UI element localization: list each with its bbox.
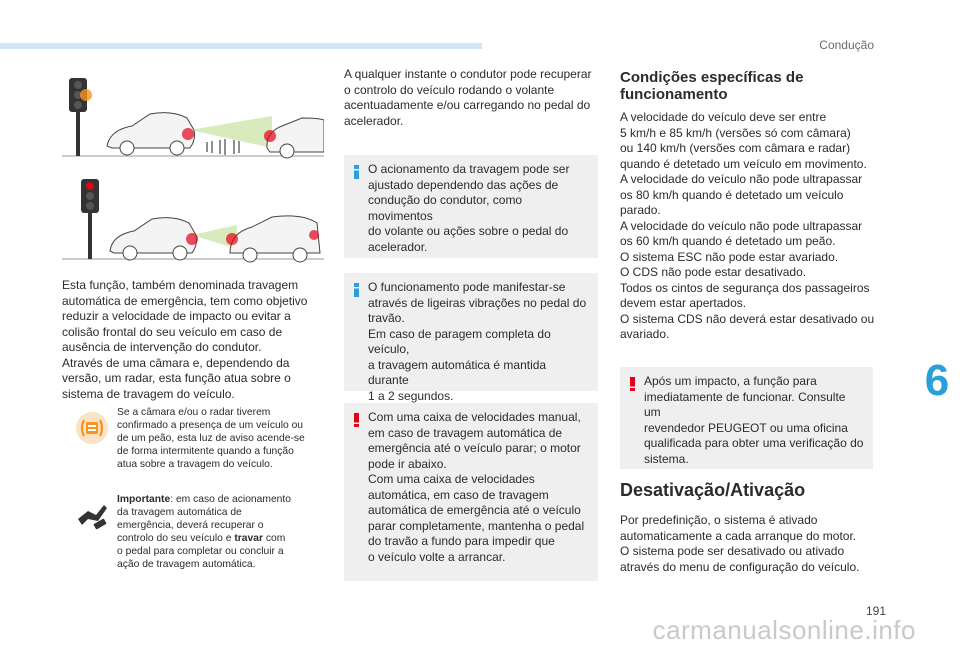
heading-specific-conditions: Condições específicas de funcionamento — [620, 69, 804, 103]
conditions-paragraph: A velocidade do veículo deve ser entre 5 km/h e 85 km/h (versões só com câmara) ou 140 km/h (versões com câmara e radar) quando é detetado um veículo em movimento. A velocidade do veículo não pode ultrapassar os 80 km/h quando é detetado um veículo parado. A velocidade do veículo não pode ultrapassar os 60 km/h quando é detetado um peão. O sistema ESC não pode estar avariado. O CDS não pode estar desativado. Todos os cintos de segurança dos passageiros devem estar apertados. O sistema CDS não deverá estar desativado ou avariado. — [620, 110, 875, 341]
header-bar — [0, 43, 482, 49]
important-label: Importante — [117, 494, 171, 505]
warning-box-impact: Após um impacto, a função para imediatamente de funcionar. Consulte um revendedor PEUGEOT ou uma oficina qualificada para obter uma verificação do sistema. — [620, 367, 873, 469]
warning-icon — [630, 377, 635, 391]
important-text-part1: : em caso de acionamento da travagem automática de emergência, deverá recuperar o controlo do seu veículo e — [117, 494, 291, 544]
info-box-vibration: O funcionamento pode manifestar-se através de ligeiras vibrações no pedal do travão. Em caso de paragem completa do veículo, a travagem automática é mantida durante 1 a 2 segundos. — [344, 273, 598, 391]
info-box-adjustment: O acionamento da travagem pode ser ajustado dependendo das ações de condução do condutor, como movimentos do volante ou ações sobre o pedal do acelerador. — [344, 155, 598, 258]
intro-paragraph: Esta função, também denominada travagem automática de emergência, tem como objetivo reduzir a velocidade de impacto ou evitar a colisão frontal do seu veículo em caso de ausência de intervenção do condutor. Através de uma câmara e, dependendo da versão, um radar, esta função atua sobre o sistema de travagem do veículo. — [62, 278, 308, 401]
warning-box-gearbox: Com uma caixa de velocidades manual, em caso de travagem automática de emergência até o veículo parar; o motor pode ir abaixo. Com uma caixa de velocidades automática, em caso de travagem automática de emergência até o veículo parar completamente, mantenha o pedal do travão a fundo para impedir que o veículo volte a arrancar. — [344, 403, 598, 581]
activation-paragraph: Por predefinição, o sistema é ativado automaticamente a cada arranque do motor. O sistema pode ser desativado ou ativado através do menu de configuração do veículo. — [620, 513, 860, 574]
watermark: carmanualsonline.info — [652, 615, 916, 645]
note-important — [62, 493, 324, 573]
important-text-part2: com o pedal para completar ou concluir a ação de travagem automática. — [117, 533, 286, 570]
info-icon — [354, 283, 359, 297]
note-camera-text: Se a câmara e/ou o radar tiverem confirmado a presença de um veículo ou de um peão, esta luz de aviso acende-se de forma intermitente quando a função atua sobre a travagem do veículo. — [117, 407, 305, 470]
chapter-number: 6 — [914, 346, 960, 416]
important-bold-word: travar — [234, 533, 263, 544]
illustration-vehicle-detection — [62, 68, 324, 166]
collision-warning-light-icon — [74, 410, 110, 446]
hand-brake-icon — [74, 497, 110, 533]
illustration-stopped-vehicle — [62, 173, 324, 268]
driver-override-paragraph: A qualquer instante o condutor pode recuperar o controlo do veículo rodando o volante acentuadamente e/ou carregando no pedal do acelerador. — [344, 67, 592, 128]
warning-icon — [354, 413, 359, 427]
heading-deactivation-activation: Desativação/Ativação — [620, 480, 806, 500]
info-icon — [354, 165, 359, 179]
note-warning-light — [62, 406, 324, 482]
page-number: 191 — [865, 604, 886, 618]
section-title: Condução — [819, 38, 874, 52]
